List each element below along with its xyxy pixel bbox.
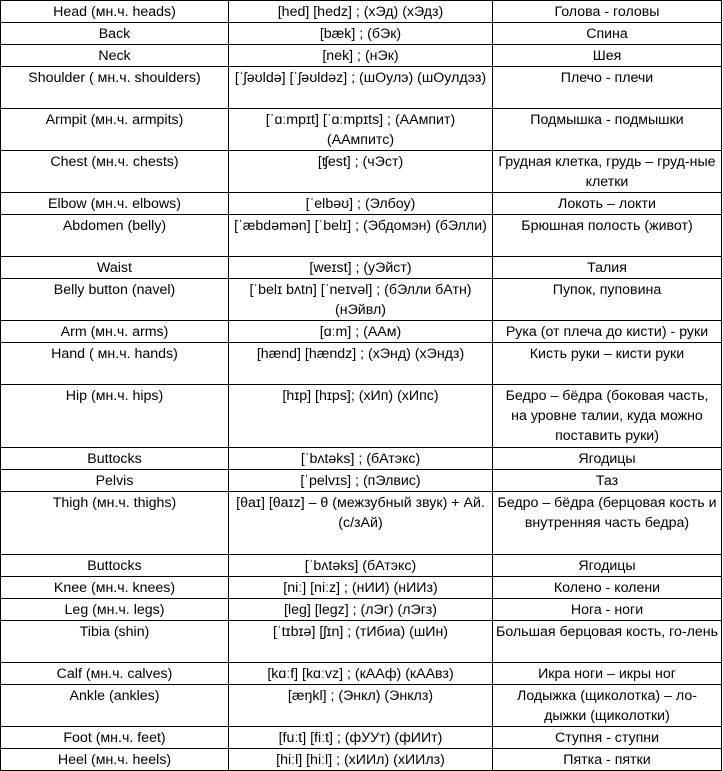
table-row — [1, 321, 722, 343]
english-word-cell: Head (мн.ч. heads) — [1, 1, 229, 23]
table-row — [1, 45, 722, 67]
transcription-cell: [ˈæbdəmən] [ˈbelɪ] ; (Эбдомэн) (бЭлли) — [229, 215, 493, 257]
table-row — [1, 257, 722, 279]
transcription-cell: [ˈelbəʊ] ; (Элбоу) — [229, 193, 493, 215]
russian-translation-cell: Таз — [493, 470, 722, 492]
english-word-cell: Hip (мн.ч. hips) — [1, 385, 229, 448]
table-row — [1, 151, 722, 193]
russian-translation-cell: Колено - колени — [493, 577, 722, 599]
russian-translation-cell: Брюшная полость (живот) — [493, 215, 722, 257]
table-row — [1, 599, 722, 621]
transcription-cell: [hed] [hedz] ; (хЭд) (хЭдз) — [229, 1, 493, 23]
table-row — [1, 67, 722, 109]
english-word-cell: Buttocks — [1, 448, 229, 470]
russian-translation-cell: Голова - головы — [493, 1, 722, 23]
english-word-cell: Belly button (navel) — [1, 279, 229, 321]
transcription-cell: [hiːl] [hiːl] ; (хИИл) (хИИлз) — [229, 749, 493, 771]
transcription-cell: [niː] [niːz] ; (нИИ) (нИИз) — [229, 577, 493, 599]
transcription-cell: [æŋkl] ; (Энкл) (Энклз) — [229, 685, 493, 727]
russian-translation-cell: Кисть руки – кисти руки — [493, 343, 722, 385]
english-word-cell: Hand ( мн.ч. hands) — [1, 343, 229, 385]
russian-translation-cell: Нога - ноги — [493, 599, 722, 621]
english-word-cell: Chest (мн.ч. chests) — [1, 151, 229, 193]
transcription-cell: [ʧest] ; (чЭст) — [229, 151, 493, 193]
english-word-cell: Knee (мн.ч. knees) — [1, 577, 229, 599]
english-word-cell: Armpit (мн.ч. armpits) — [1, 109, 229, 151]
vocabulary-table-body — [1, 1, 722, 771]
russian-translation-cell: Ягодицы — [493, 448, 722, 470]
english-word-cell: Elbow (мн.ч. elbows) — [1, 193, 229, 215]
english-word-cell: Waist — [1, 257, 229, 279]
transcription-cell: [nek] ; (нЭк) — [229, 45, 493, 67]
english-word-cell: Leg (мн.ч. legs) — [1, 599, 229, 621]
english-word-cell: Pelvis — [1, 470, 229, 492]
transcription-cell: [ˈbʌtəks] ; (бАтэкс) — [229, 448, 493, 470]
english-word-cell: Back — [1, 23, 229, 45]
table-row — [1, 685, 722, 727]
russian-translation-cell: Ступня - ступни — [493, 727, 722, 749]
english-word-cell: Heel (мн.ч. heels) — [1, 749, 229, 771]
table-row — [1, 448, 722, 470]
table-row — [1, 279, 722, 321]
table-row — [1, 1, 722, 23]
english-word-cell: Calf (мн.ч. calves) — [1, 663, 229, 685]
russian-translation-cell: Локоть – локти — [493, 193, 722, 215]
english-word-cell: Tibia (shin) — [1, 621, 229, 663]
table-row — [1, 385, 722, 448]
table-row — [1, 663, 722, 685]
russian-translation-cell: Бедро – бёдра (берцовая кость и внутренняя часть бедра) — [493, 492, 722, 555]
transcription-cell: [hænd] [hændz] ; (хЭнд) (хЭндз) — [229, 343, 493, 385]
transcription-cell: [ˈbelɪ bʌtn] [ˈneɪvəl] ; (бЭлли бАтн) (нЭйвл) — [229, 279, 493, 321]
russian-translation-cell: Пятка - пятки — [493, 749, 722, 771]
transcription-cell: [ˈʃəʊldə] [ˈʃəʊldəz] ; (шОулэ) (шОулдэз) — [229, 67, 493, 109]
english-word-cell: Abdomen (belly) — [1, 215, 229, 257]
table-row — [1, 621, 722, 663]
russian-translation-cell: Талия — [493, 257, 722, 279]
english-word-cell: Neck — [1, 45, 229, 67]
russian-translation-cell: Пупок, пуповина — [493, 279, 722, 321]
transcription-cell: [ˈbʌtəks] (бАтэкс) — [229, 555, 493, 577]
table-row — [1, 343, 722, 385]
russian-translation-cell: Бедро – бёдра (боковая часть, на уровне талии, куда можно поставить руки) — [493, 385, 722, 448]
transcription-cell: [kɑːf] [kɑːvz] ; (кААф) (кААвз) — [229, 663, 493, 685]
english-word-cell: Buttocks — [1, 555, 229, 577]
table-row — [1, 23, 722, 45]
english-word-cell: Ankle (ankles) — [1, 685, 229, 727]
transcription-cell: [ˈtɪbɪə] [ʃɪn] ; (тИбиа) (шИн) — [229, 621, 493, 663]
table-row — [1, 577, 722, 599]
russian-translation-cell: Рука (от плеча до кисти) - руки — [493, 321, 722, 343]
table-row — [1, 555, 722, 577]
english-word-cell: Foot (мн.ч. feet) — [1, 727, 229, 749]
transcription-cell: [fuːt] [fiːt] ; (фУУт) (фИИт) — [229, 727, 493, 749]
transcription-cell: [ˈpelvɪs] ; (пЭлвис) — [229, 470, 493, 492]
transcription-cell: [bæk] ; (бЭк) — [229, 23, 493, 45]
russian-translation-cell: Шея — [493, 45, 722, 67]
russian-translation-cell: Подмышка - подмышки — [493, 109, 722, 151]
transcription-cell: [θaɪ] [θaɪz] – θ (межзубный звук) + Ай. (с/зАй) — [229, 492, 493, 555]
transcription-cell: [ɑːm] ; (ААм) — [229, 321, 493, 343]
english-word-cell: Shoulder ( мн.ч. shoulders) — [1, 67, 229, 109]
table-row — [1, 492, 722, 555]
english-word-cell: Thigh (мн.ч. thighs) — [1, 492, 229, 555]
russian-translation-cell: Икра ноги – икры ног — [493, 663, 722, 685]
table-row — [1, 109, 722, 151]
transcription-cell: [hɪp] [hɪps]; (хИп) (хИпс) — [229, 385, 493, 448]
table-row — [1, 193, 722, 215]
table-row — [1, 470, 722, 492]
transcription-cell: [leg] [legz] ; (лЭг) (лЭгз) — [229, 599, 493, 621]
table-row — [1, 215, 722, 257]
transcription-cell: [weɪst] ; (уЭйст) — [229, 257, 493, 279]
russian-translation-cell: Большая берцовая кость, го-лень — [493, 621, 722, 663]
russian-translation-cell: Ягодицы — [493, 555, 722, 577]
russian-translation-cell: Лодыжка (щиколотка) – ло-дыжки (щиколотки) — [493, 685, 722, 727]
table-row — [1, 727, 722, 749]
transcription-cell: [ˈɑːmpɪt] [ˈɑːmpɪts] ; (ААмпит) (ААмпитс) — [229, 109, 493, 151]
russian-translation-cell: Грудная клетка, грудь – груд-ные клетки — [493, 151, 722, 193]
russian-translation-cell: Плечо - плечи — [493, 67, 722, 109]
table-row — [1, 749, 722, 771]
english-word-cell: Arm (мн.ч. arms) — [1, 321, 229, 343]
russian-translation-cell: Спина — [493, 23, 722, 45]
